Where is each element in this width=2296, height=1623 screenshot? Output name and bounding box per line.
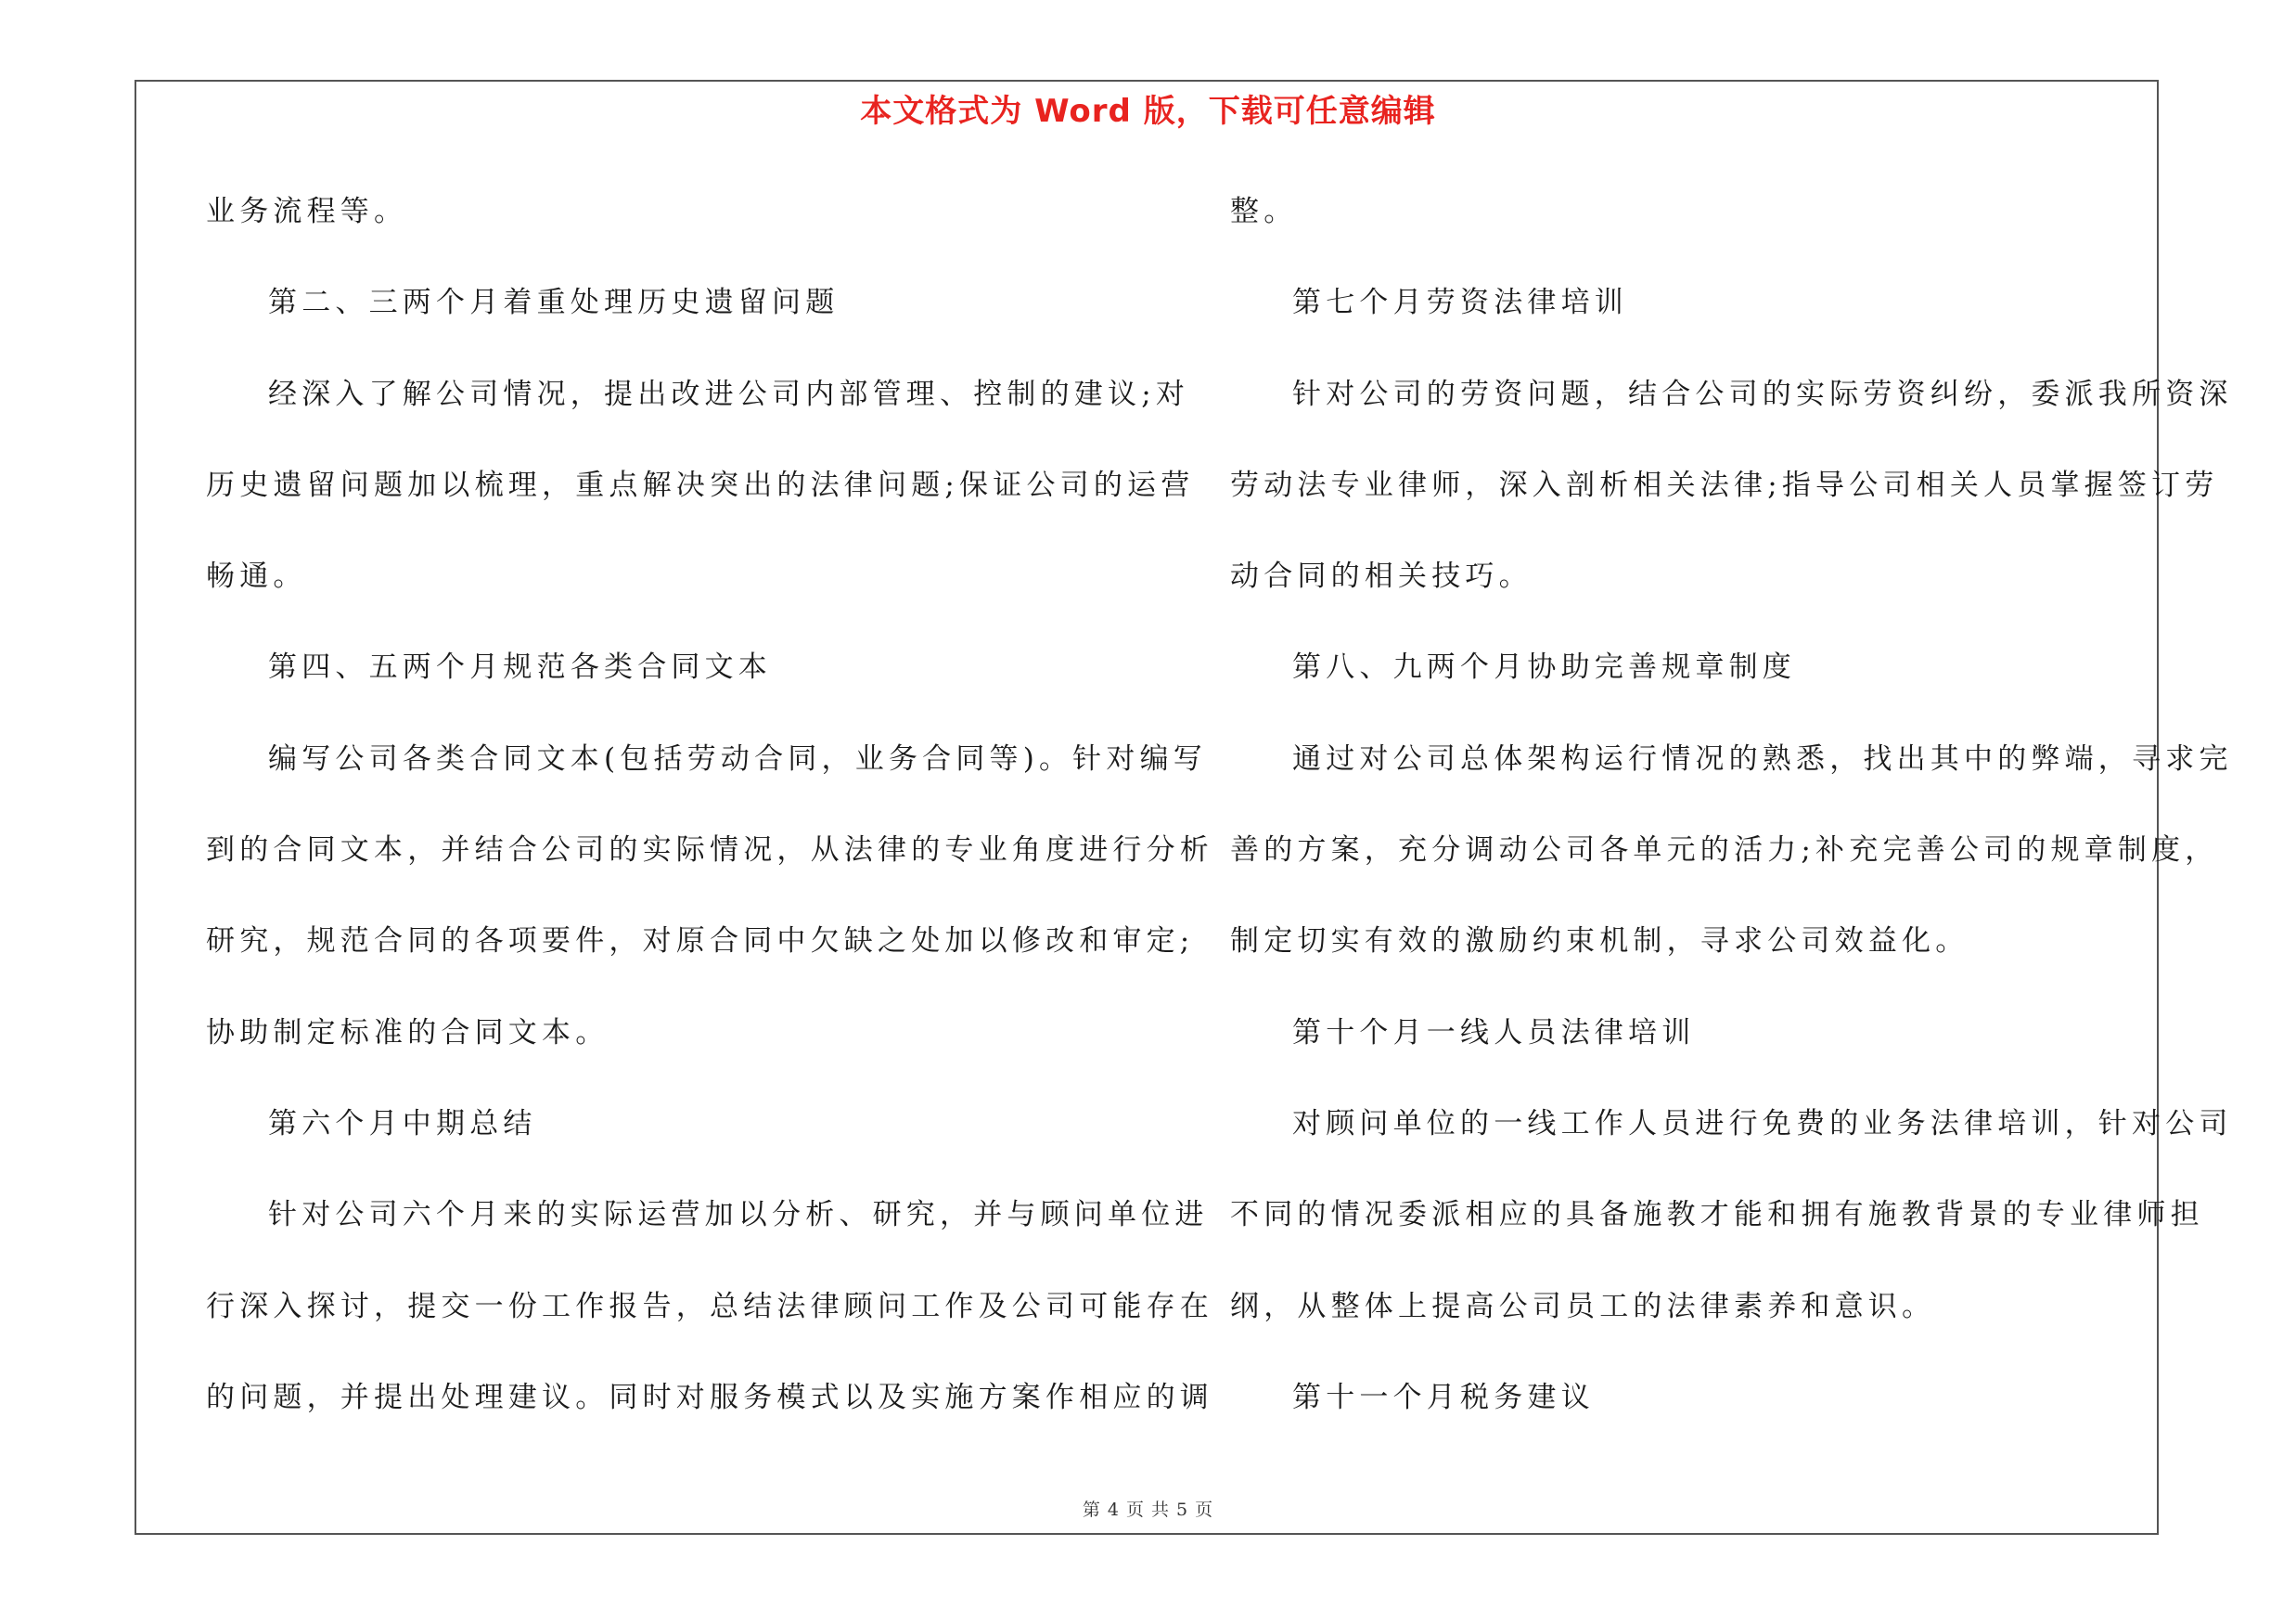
left-column [206,182,1213,1459]
paragraph-line: 善的方案，充分调动公司各单元的活力;补充完善公司的规章制度， [1230,833,2219,868]
section-heading: 第二、三两个月着重处理历史遗留问题 [268,286,840,320]
paragraph-line: 经深入了解公司情况，提出改进公司内部管理、控制的建议;对 [268,377,1190,411]
section-heading: 第十一个月税务建议 [1292,1380,1595,1414]
paragraph-line: 研究，规范合同的各项要件，对原合同中欠缺之处加以修改和审定; [206,924,1195,959]
paragraph-line: 劳动法专业律师，深入剖析相关法律;指导公司相关人员掌握签订劳 [1230,468,2219,502]
paragraph-line: 动合同的相关技巧。 [1230,560,1533,594]
paragraph-line: 行深入探讨，提交一份工作报告，总结法律顾问工作及公司可能存在 [206,1289,1213,1323]
paragraph-line: 整。 [1230,195,1298,228]
section-heading: 第十个月一线人员法律培训 [1292,1015,1696,1050]
section-heading: 第七个月劳资法律培训 [1292,286,1628,320]
paragraph-line: 历史遗留问题加以梳理，重点解决突出的法律问题;保证公司的运营 [206,468,1195,502]
page-number-footer: 第 4 页 共 5 页 [1082,1500,1214,1520]
paragraph-line: 的问题，并提出处理建议。同时对服务模式以及实施方案作相应的调 [206,1380,1213,1414]
paragraph-line: 协助制定标准的合同文本。 [206,1015,609,1050]
paragraph-line: 业务流程等。 [206,195,408,228]
section-heading: 第八、九两个月协助完善规章制度 [1292,650,1796,685]
section-heading: 第六个月中期总结 [268,1106,537,1140]
paragraph-line: 针对公司六个月来的实际运营加以分析、研究，并与顾问单位进 [268,1198,1209,1232]
paragraph-line: 编写公司各类合同文本(包括劳动合同，业务合同等)。针对编写 [268,741,1207,776]
paragraph-line: 畅通。 [206,560,307,594]
section-heading: 第四、五两个月规范各类合同文本 [268,650,772,685]
paragraph-line: 不同的情况委派相应的具备施教才能和拥有施教背景的专业律师担 [1230,1198,2204,1232]
right-column [1230,182,2233,1459]
paragraph-line: 纲，从整体上提高公司员工的法律素养和意识。 [1230,1289,1936,1323]
paragraph-line: 针对公司的劳资问题，结合公司的实际劳资纠纷，委派我所资深 [1292,377,2233,411]
paragraph-line: 到的合同文本，并结合公司的实际情况，从法律的专业角度进行分析 [206,833,1213,868]
editable-notice-banner: 本文格式为 Word 版，下载可任意编辑 [860,93,1436,130]
paragraph-line: 制定切实有效的激励约束机制，寻求公司效益化。 [1230,924,1969,959]
paragraph-line: 通过对公司总体架构运行情况的熟悉，找出其中的弊端，寻求完 [1292,741,2233,776]
paragraph-line: 对顾问单位的一线工作人员进行免费的业务法律培训，针对公司 [1292,1106,2233,1140]
